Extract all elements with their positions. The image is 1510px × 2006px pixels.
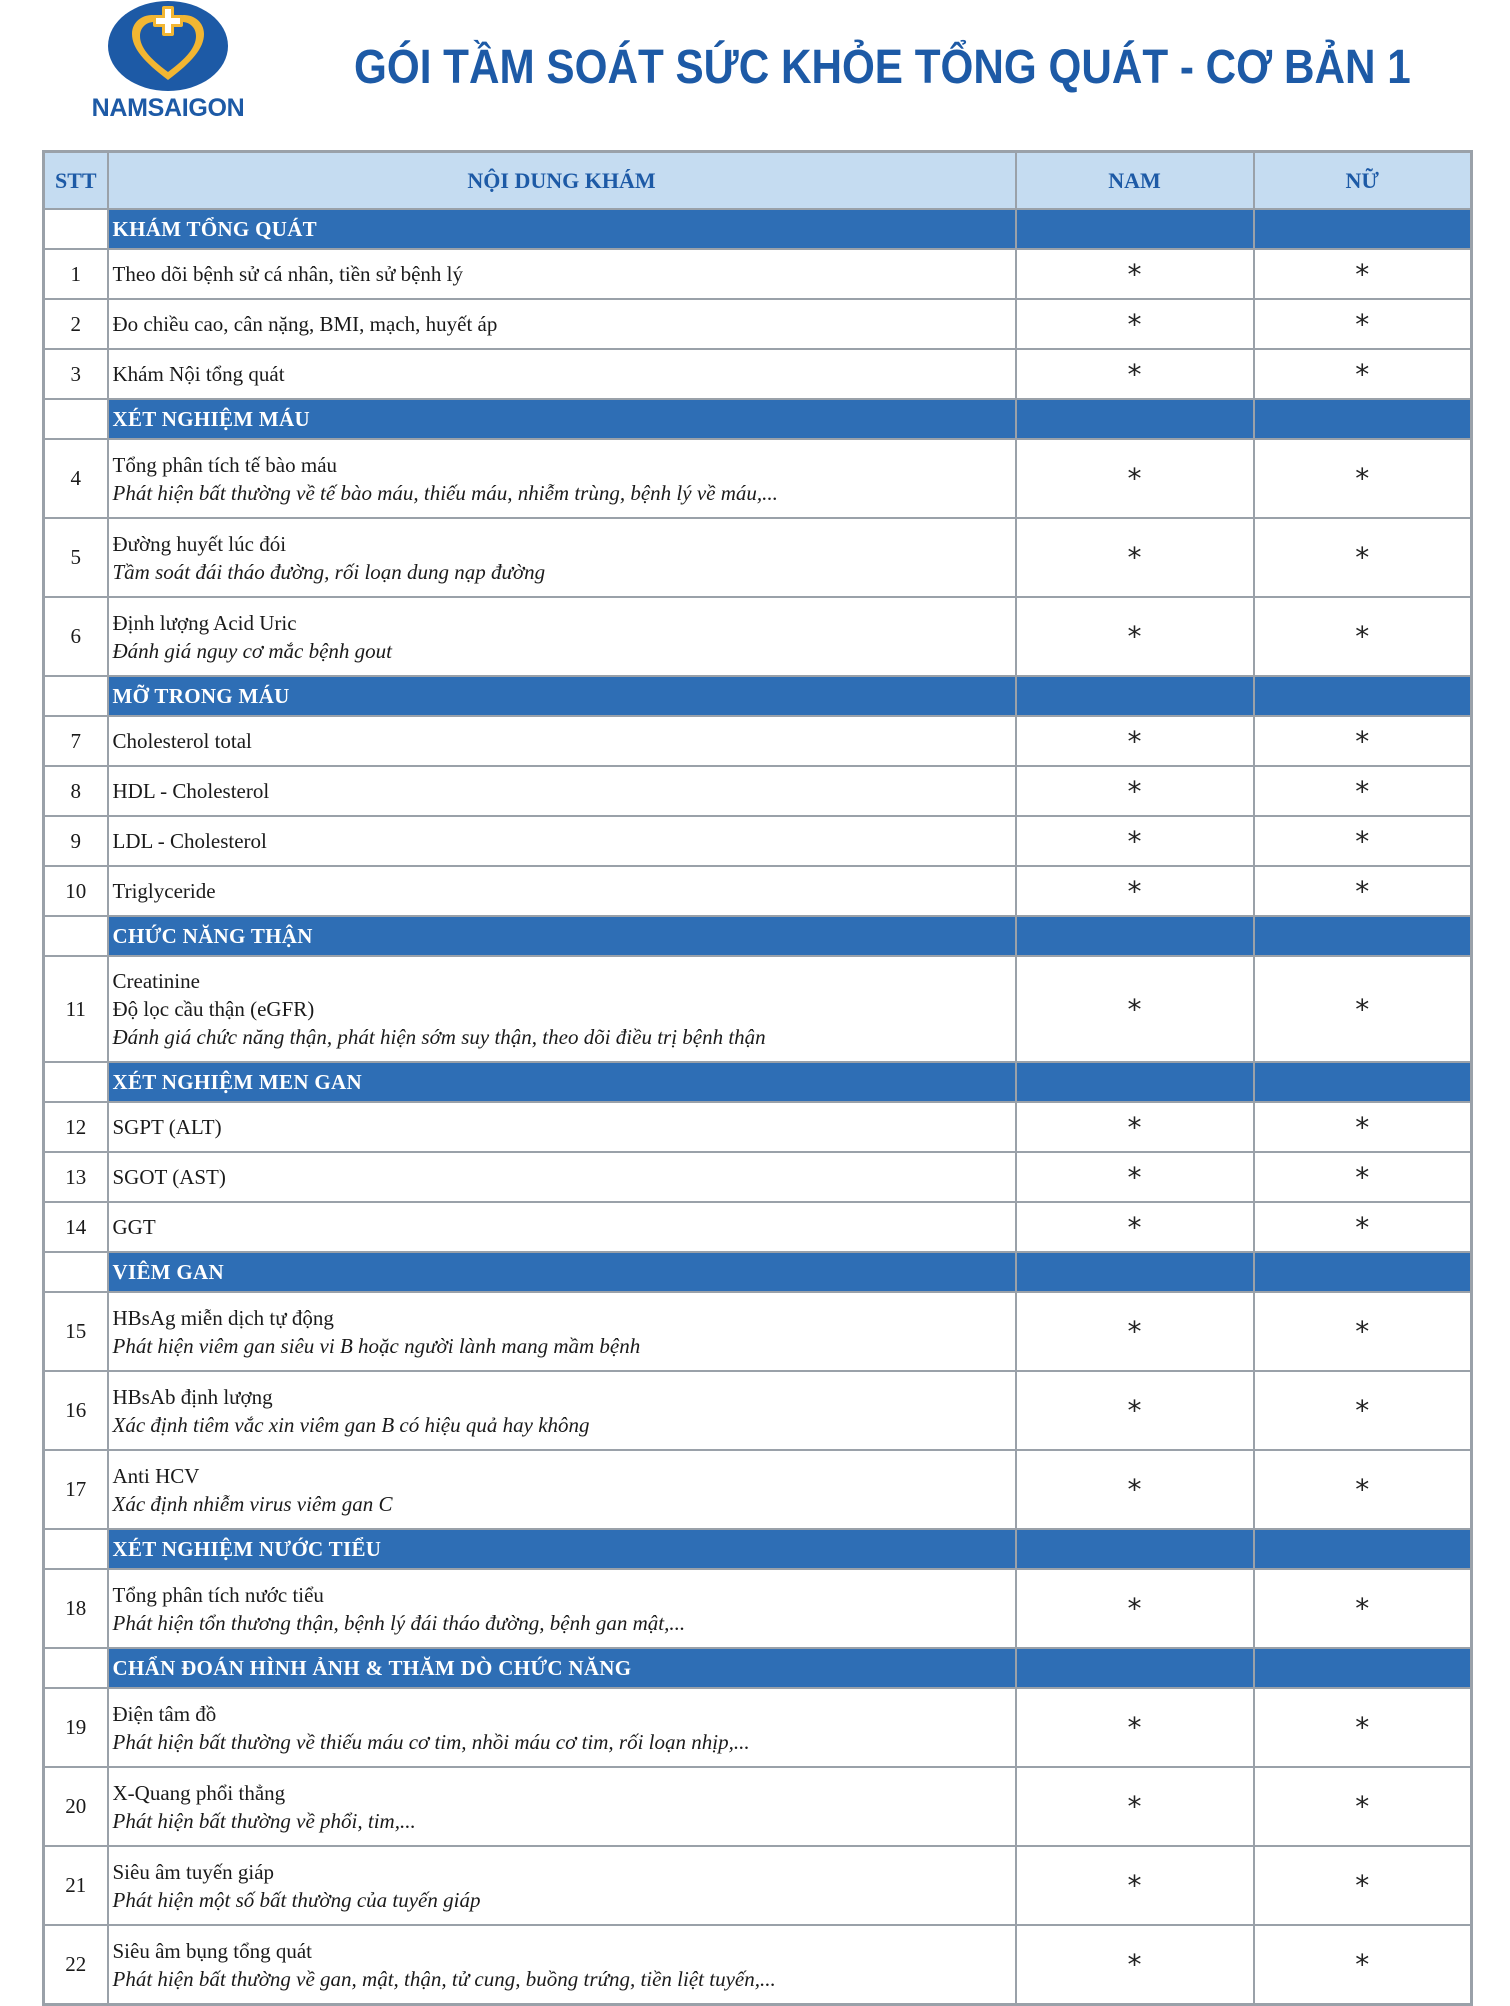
nu-mark: * <box>1254 349 1472 399</box>
row-content <box>108 1152 1016 1202</box>
row-content <box>108 956 1016 1062</box>
exam-description: Phát hiện bất thường về thiếu máu cơ tim, nhồi máu cơ tim, rối loạn nhịp,... <box>112 1729 750 1754</box>
nu-mark: * <box>1254 816 1472 866</box>
exam-name: Khám Nội tổng quát <box>112 362 285 386</box>
nam-mark: * <box>1016 956 1254 1062</box>
exam-name: Định lượng Acid Uric <box>112 610 297 635</box>
exam-description: Xác định nhiễm virus viêm gan C <box>112 1491 393 1516</box>
nu-mark: * <box>1254 299 1472 349</box>
row-content <box>108 866 1016 916</box>
nam-mark: * <box>1016 766 1254 816</box>
nu-mark: * <box>1254 1102 1472 1152</box>
header-content: NỘI DUNG KHÁM <box>108 152 1016 210</box>
exam-name: Anti HCV <box>112 1463 200 1488</box>
section-stt-cell <box>44 399 108 439</box>
exam-name: Tổng phân tích nước tiểu <box>112 1582 324 1607</box>
nam-mark: * <box>1016 866 1254 916</box>
row-content <box>108 1688 1016 1767</box>
table-row <box>44 299 1472 349</box>
section-stt-cell <box>44 1648 108 1688</box>
section-stt-cell <box>44 676 108 716</box>
nu-mark: * <box>1254 1450 1472 1529</box>
row-content <box>108 1450 1016 1529</box>
nam-mark: * <box>1016 1688 1254 1767</box>
nu-mark: * <box>1254 249 1472 299</box>
row-content <box>108 349 1016 399</box>
nu-mark: * <box>1254 1925 1472 2005</box>
table-row <box>44 439 1472 518</box>
section-row <box>44 916 1472 956</box>
exam-description: Phát hiện bất thường về tế bào máu, thiếu máu, nhiễm trùng, bệnh lý về máu,... <box>112 480 778 505</box>
nam-mark: * <box>1016 1767 1254 1846</box>
exam-name: SGOT (AST) <box>112 1165 226 1189</box>
exam-name: Cholesterol total <box>112 729 252 753</box>
nu-mark: * <box>1254 1569 1472 1648</box>
exam-name: Siêu âm bụng tổng quát <box>112 1938 312 1963</box>
row-content <box>108 1925 1016 2005</box>
section-stt-cell <box>44 1062 108 1102</box>
exam-name: Đo chiều cao, cân nặng, BMI, mạch, huyết áp <box>112 312 498 336</box>
table-header-row <box>44 152 1472 210</box>
nam-mark: * <box>1016 1292 1254 1371</box>
nu-mark: * <box>1254 1371 1472 1450</box>
section-nu-cell <box>1254 916 1472 956</box>
section-row <box>44 399 1472 439</box>
page-header <box>0 0 1510 150</box>
exam-name: HBsAg miễn dịch tự động <box>112 1305 334 1330</box>
row-stt: 22 <box>44 1925 108 2005</box>
nam-mark: * <box>1016 1450 1254 1529</box>
nu-mark: * <box>1254 766 1472 816</box>
row-stt: 12 <box>44 1102 108 1152</box>
section-title: MỠ TRONG MÁU <box>108 676 1016 716</box>
row-content <box>108 249 1016 299</box>
row-stt: 18 <box>44 1569 108 1648</box>
nu-mark: * <box>1254 866 1472 916</box>
row-stt: 14 <box>44 1202 108 1252</box>
table-row <box>44 956 1472 1062</box>
exam-description: Tầm soát đái tháo đường, rối loạn dung nạp đường <box>112 559 546 584</box>
row-stt: 11 <box>44 956 108 1062</box>
table-row <box>44 1767 1472 1846</box>
table-row <box>44 1925 1472 2005</box>
exam-description: Xác định tiêm vắc xin viêm gan B có hiệu quả hay không <box>112 1412 590 1437</box>
table-row <box>44 716 1472 766</box>
nu-mark: * <box>1254 1292 1472 1371</box>
nam-mark: * <box>1016 518 1254 597</box>
row-content <box>108 597 1016 676</box>
table-row <box>44 597 1472 676</box>
section-nu-cell <box>1254 676 1472 716</box>
nam-mark: * <box>1016 1925 1254 2005</box>
table-row <box>44 1688 1472 1767</box>
row-stt: 10 <box>44 866 108 916</box>
nu-mark: * <box>1254 1846 1472 1925</box>
exam-name: GGT <box>112 1215 156 1239</box>
exam-name: SGPT (ALT) <box>112 1115 222 1139</box>
row-content <box>108 816 1016 866</box>
row-stt: 21 <box>44 1846 108 1925</box>
row-stt: 2 <box>44 299 108 349</box>
section-title: CHẨN ĐOÁN HÌNH ẢNH & THĂM DÒ CHỨC NĂNG <box>108 1648 1016 1688</box>
row-stt: 5 <box>44 518 108 597</box>
nam-mark: * <box>1016 1846 1254 1925</box>
nam-mark: * <box>1016 1102 1254 1152</box>
header-stt: STT <box>44 152 108 210</box>
section-nam-cell <box>1016 676 1254 716</box>
nam-mark: * <box>1016 249 1254 299</box>
section-row <box>44 676 1472 716</box>
table-row <box>44 1371 1472 1450</box>
row-stt: 13 <box>44 1152 108 1202</box>
exam-description: Phát hiện tổn thương thận, bệnh lý đái tháo đường, bệnh gan mật,... <box>112 1610 686 1635</box>
exam-description: Đánh giá chức năng thận, phát hiện sớm suy thận, theo dõi điều trị bệnh thận <box>112 1025 766 1049</box>
exam-table <box>42 150 1473 2006</box>
row-stt: 3 <box>44 349 108 399</box>
section-nam-cell <box>1016 399 1254 439</box>
section-stt-cell <box>44 1252 108 1292</box>
table-row <box>44 518 1472 597</box>
exam-name: LDL - Cholesterol <box>112 829 267 853</box>
nu-mark: * <box>1254 1202 1472 1252</box>
row-stt: 9 <box>44 816 108 866</box>
table-row <box>44 816 1472 866</box>
table-row <box>44 766 1472 816</box>
section-stt-cell <box>44 209 108 249</box>
nam-mark: * <box>1016 299 1254 349</box>
nam-mark: * <box>1016 1569 1254 1648</box>
table-row <box>44 1292 1472 1371</box>
nam-mark: * <box>1016 1202 1254 1252</box>
row-stt: 19 <box>44 1688 108 1767</box>
exam-name: Tổng phân tích tế bào máu <box>112 452 338 477</box>
section-nu-cell <box>1254 1648 1472 1688</box>
row-stt: 6 <box>44 597 108 676</box>
nu-mark: * <box>1254 439 1472 518</box>
table-row <box>44 866 1472 916</box>
row-content <box>108 439 1016 518</box>
nam-mark: * <box>1016 349 1254 399</box>
section-title: XÉT NGHIỆM MEN GAN <box>108 1062 1016 1102</box>
section-nu-cell <box>1254 1062 1472 1102</box>
row-content <box>108 716 1016 766</box>
row-stt: 17 <box>44 1450 108 1529</box>
exam-description: Đánh giá nguy cơ mắc bệnh gout <box>112 638 392 663</box>
row-stt: 1 <box>44 249 108 299</box>
table-row <box>44 1152 1472 1202</box>
section-title: KHÁM TỔNG QUÁT <box>108 209 1016 249</box>
exam-name: Triglyceride <box>112 879 216 903</box>
exam-name: Đường huyết lúc đói <box>112 531 287 556</box>
exam-description: Phát hiện bất thường về phổi, tim,... <box>112 1808 416 1833</box>
section-row <box>44 1062 1472 1102</box>
row-content <box>108 1846 1016 1925</box>
section-stt-cell <box>44 1529 108 1569</box>
section-nam-cell <box>1016 209 1254 249</box>
section-title: VIÊM GAN <box>108 1252 1016 1292</box>
section-title: XÉT NGHIỆM NƯỚC TIỂU <box>108 1529 1016 1569</box>
section-row <box>44 1529 1472 1569</box>
table-row <box>44 1846 1472 1925</box>
row-stt: 16 <box>44 1371 108 1450</box>
row-stt: 4 <box>44 439 108 518</box>
nu-mark: * <box>1254 1688 1472 1767</box>
row-content <box>108 1569 1016 1648</box>
exam-name: Theo dõi bệnh sử cá nhân, tiền sử bệnh lý <box>112 262 464 286</box>
row-content <box>108 1292 1016 1371</box>
exam-description: Phát hiện bất thường về gan, mật, thận, tử cung, buồng trứng, tiền liệt tuyến,... <box>112 1966 776 1991</box>
table-row <box>44 1102 1472 1152</box>
exam-name: Độ lọc cầu thận (eGFR) <box>112 997 315 1021</box>
section-nu-cell <box>1254 209 1472 249</box>
exam-name: HBsAb định lượng <box>112 1384 273 1409</box>
section-row <box>44 1252 1472 1292</box>
table-row <box>44 249 1472 299</box>
row-stt: 15 <box>44 1292 108 1371</box>
nam-mark: * <box>1016 716 1254 766</box>
exam-description: Phát hiện viêm gan siêu vi B hoặc người lành mang mầm bệnh <box>112 1333 641 1358</box>
nam-mark: * <box>1016 439 1254 518</box>
section-nam-cell <box>1016 916 1254 956</box>
nu-mark: * <box>1254 518 1472 597</box>
heart-cross-icon <box>106 0 230 92</box>
section-nam-cell <box>1016 1648 1254 1688</box>
nam-mark: * <box>1016 597 1254 676</box>
exam-name: Điện tâm đồ <box>112 1701 217 1726</box>
section-nam-cell <box>1016 1062 1254 1102</box>
row-content <box>108 518 1016 597</box>
exam-name: X-Quang phổi thẳng <box>112 1780 286 1805</box>
nu-mark: * <box>1254 1767 1472 1846</box>
section-title: CHỨC NĂNG THẬN <box>108 916 1016 956</box>
exam-description: Phát hiện một số bất thường của tuyến giáp <box>112 1887 481 1912</box>
exam-name: HDL - Cholesterol <box>112 779 270 803</box>
section-nam-cell <box>1016 1252 1254 1292</box>
header-nu: NỮ <box>1254 152 1472 210</box>
nu-mark: * <box>1254 597 1472 676</box>
header-nam: NAM <box>1016 152 1254 210</box>
table-row <box>44 1569 1472 1648</box>
exam-table-body <box>44 209 1472 2005</box>
row-content <box>108 1202 1016 1252</box>
logo-text: NAMSAIGON <box>91 94 245 122</box>
row-content <box>108 299 1016 349</box>
table-row <box>44 1450 1472 1529</box>
row-content <box>108 766 1016 816</box>
section-nu-cell <box>1254 1252 1472 1292</box>
section-nu-cell <box>1254 1529 1472 1569</box>
section-stt-cell <box>44 916 108 956</box>
nam-mark: * <box>1016 816 1254 866</box>
row-content <box>108 1102 1016 1152</box>
page-title: GÓI TẦM SOÁT SỨC KHỎE TỔNG QUÁT - CƠ BẢN 1 <box>354 41 1411 94</box>
section-row <box>44 1648 1472 1688</box>
row-stt: 20 <box>44 1767 108 1846</box>
section-nam-cell <box>1016 1529 1254 1569</box>
nu-mark: * <box>1254 1152 1472 1202</box>
table-row <box>44 349 1472 399</box>
section-title: XÉT NGHIỆM MÁU <box>108 399 1016 439</box>
exam-name: Siêu âm tuyến giáp <box>112 1859 275 1884</box>
nu-mark: * <box>1254 956 1472 1062</box>
nam-mark: * <box>1016 1371 1254 1450</box>
row-stt: 7 <box>44 716 108 766</box>
namsaigon-logo <box>84 0 252 125</box>
nu-mark: * <box>1254 716 1472 766</box>
row-content <box>108 1371 1016 1450</box>
section-row <box>44 209 1472 249</box>
row-stt: 8 <box>44 766 108 816</box>
nam-mark: * <box>1016 1152 1254 1202</box>
exam-name: Creatinine <box>112 969 200 993</box>
section-nu-cell <box>1254 399 1472 439</box>
row-content <box>108 1767 1016 1846</box>
table-row <box>44 1202 1472 1252</box>
